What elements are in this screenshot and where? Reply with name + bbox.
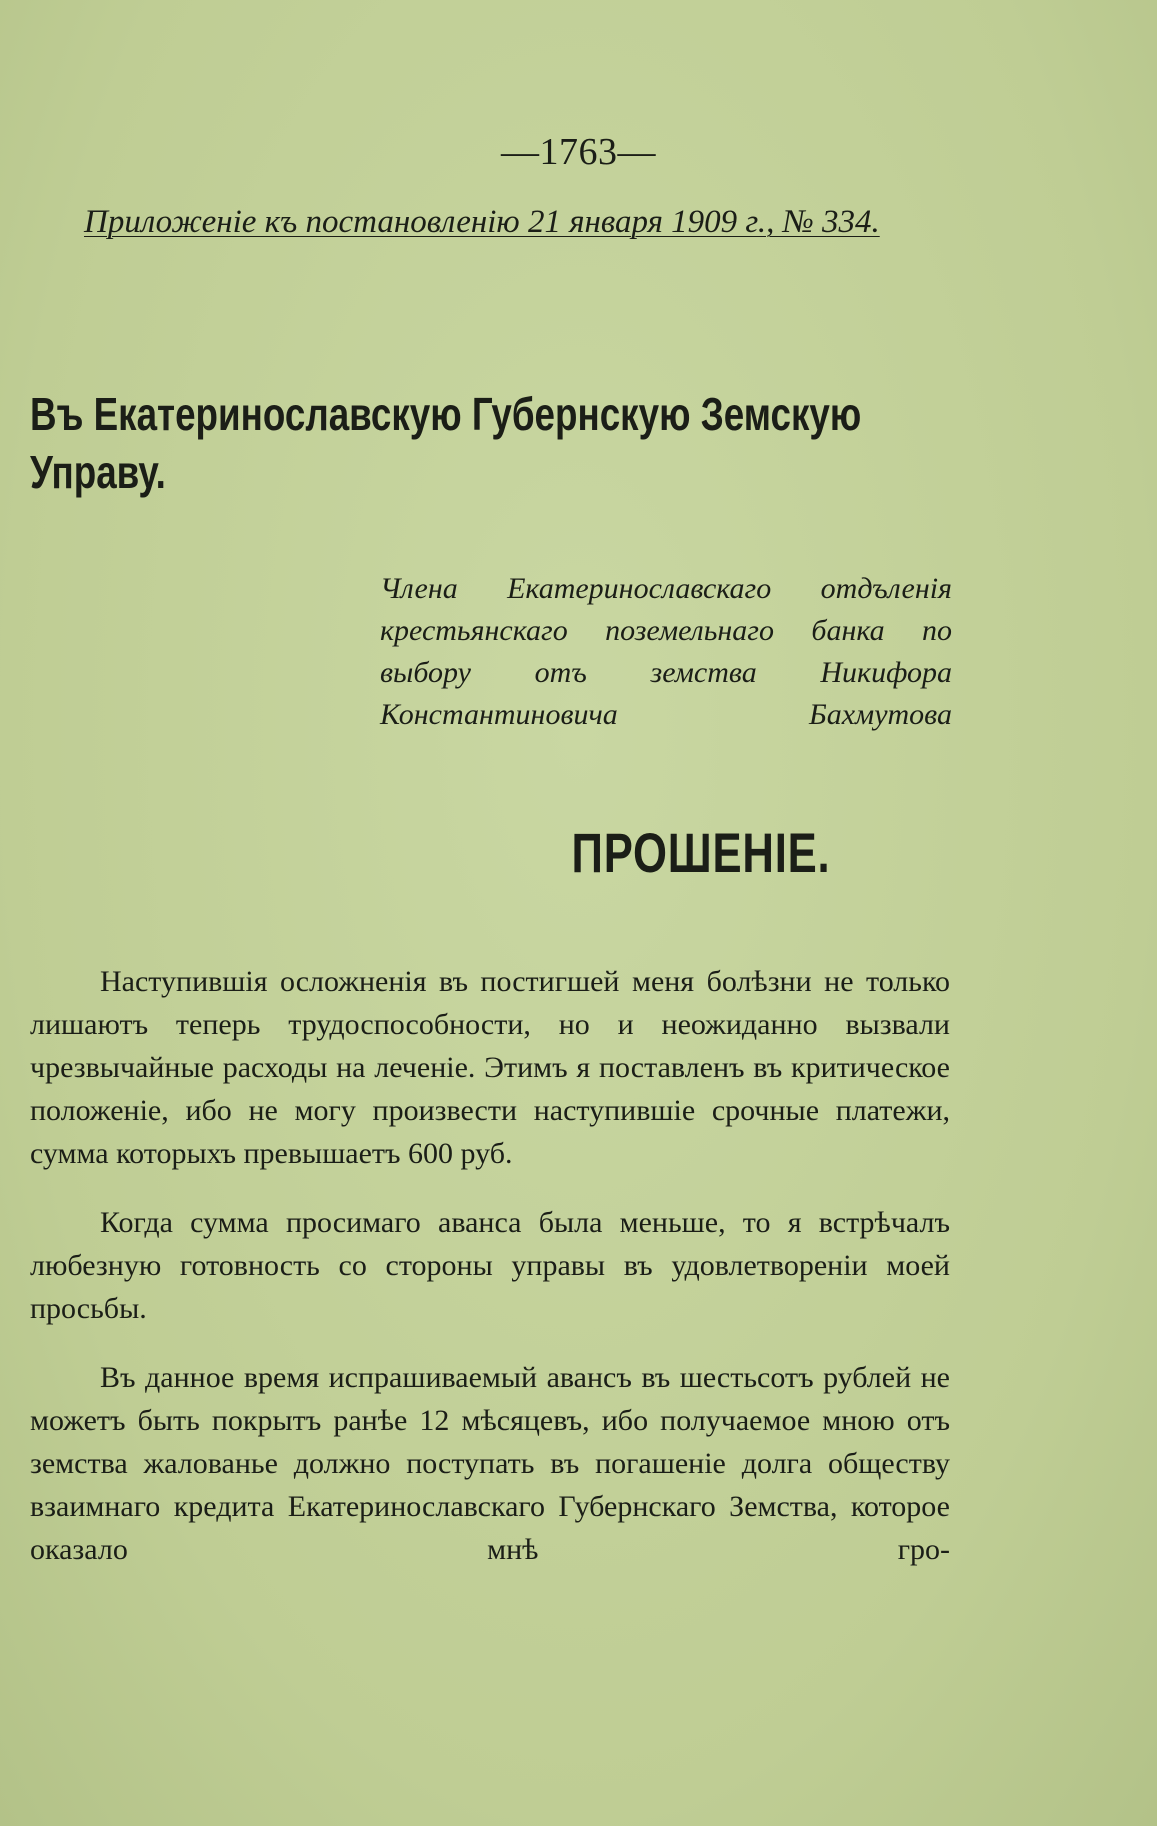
body-text: [30, 960, 950, 1597]
document-title: [0, 820, 1157, 885]
paragraph: Наступившія осложненія въ постигшей меня болѣзни не только лишаютъ теперь трудоспособности, но и неожиданно вызвали чрезвычайные расходы на леченіе. Этимъ я поставленъ въ критическое положеніе, ибо не могу произвести наступившіе срочные платежи, сумма которыхъ превышаетъ 600 руб.: [30, 965, 950, 1170]
paragraph: Въ данное время испрашиваемый авансъ въ шестьсотъ рублей не можетъ быть покрытъ ранѣе 12 мѣсяцевъ, ибо получаемое мною отъ земства жалованье должно поступать въ погашеніе долга обществу взаимнаго кредита Екатеринославскаго Губернскаго Земства, которое оказало мнѣ гро-: [30, 1361, 950, 1566]
page-number: —1763—: [501, 131, 656, 173]
sender-block: Члена Екатеринославскаго отдъленія крестьянскаго поземельнаго банка по выбору отъ земства Никифора Константиновича Бахмутова: [380, 572, 952, 731]
document-title-text: ПРОШЕНІЕ.: [571, 821, 831, 884]
paragraph: Когда сумма просимаго аванса была меньше, то я встрѣчалъ любезную готовность со стороны управы въ удовлетвореніи моей просьбы.: [30, 1206, 950, 1325]
addressee-heading: Въ Екатеринославскую Губернскую Земскую Управу.: [30, 388, 862, 498]
supplement-heading: Приложеніе къ постановленію 21 января 1909 г., № 334.: [84, 204, 880, 240]
